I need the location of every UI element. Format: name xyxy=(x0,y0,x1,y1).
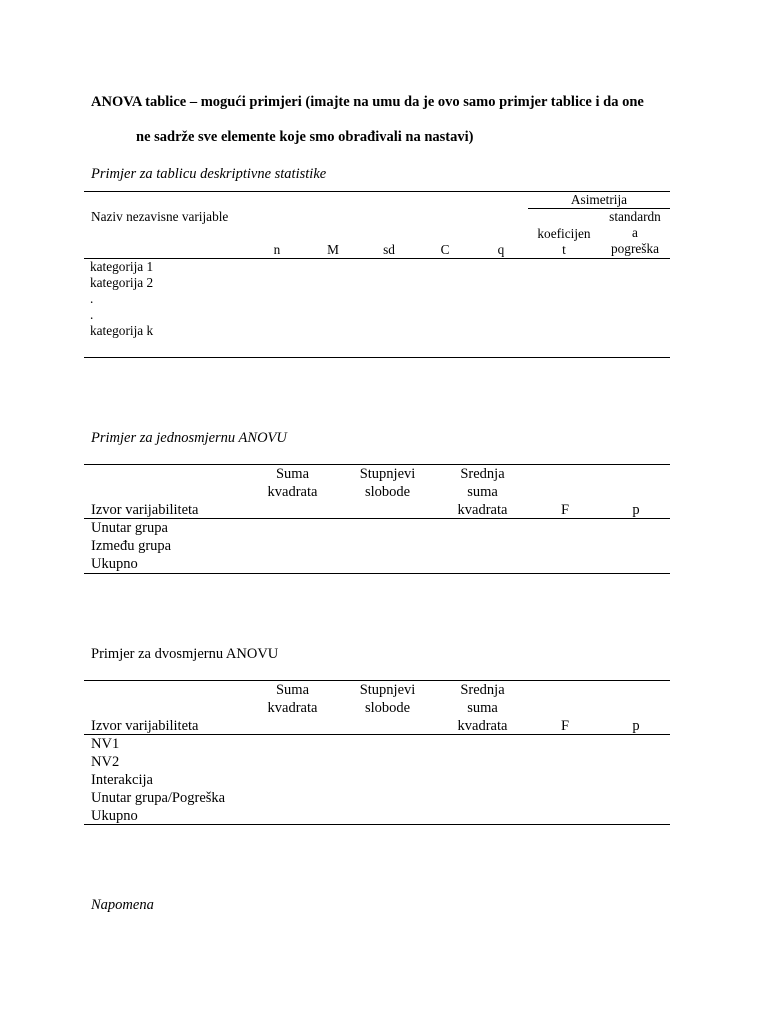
col-header-standard-error-line1: standardn xyxy=(609,209,661,224)
table-row-label: kategorija k xyxy=(90,323,154,338)
col-header-line: suma xyxy=(467,484,498,500)
col-header-degrees-of-freedom xyxy=(345,681,430,717)
col-header-line: kvadrata xyxy=(267,700,318,716)
col-header-line: kvadrata xyxy=(457,502,508,518)
col-header-sd: sd xyxy=(383,242,395,257)
table-row-label: NV1 xyxy=(91,736,120,752)
col-header-coefficient-line2: t xyxy=(562,242,566,257)
col-header-sum-of-squares xyxy=(250,681,335,717)
table-bottom-rule xyxy=(84,573,670,574)
col-header-line: slobode xyxy=(364,484,411,500)
col-header-mean-square xyxy=(440,465,525,519)
col-header-source: Izvor varijabiliteta xyxy=(91,502,199,518)
col-header-line: Srednja xyxy=(460,682,505,698)
twoway-table-caption: Primjer za dvosmjernu ANOVU xyxy=(91,646,279,662)
table-bottom-rule xyxy=(84,357,670,358)
twoway-row-labels xyxy=(91,735,225,825)
oneway-table-caption: Primjer za jednosmjernu ANOVU xyxy=(91,430,287,446)
table-row-label: . xyxy=(90,307,94,322)
col-header-line: suma xyxy=(467,700,498,716)
header-bottom-rule xyxy=(84,518,670,519)
col-header-sum-of-squares xyxy=(250,465,335,501)
col-header-line: kvadrata xyxy=(267,484,318,500)
table-row-label: Unutar grupa/Pogreška xyxy=(91,790,226,806)
col-header-line: slobode xyxy=(364,700,411,716)
col-header-coefficient-line1: koeficijen xyxy=(537,226,591,241)
col-header-standard-error-line3: pogreška xyxy=(611,241,659,256)
note-label: Napomena xyxy=(91,897,154,913)
table-row-label: . xyxy=(90,291,94,306)
oneway-row-labels xyxy=(91,519,171,573)
col-header-q: q xyxy=(497,242,505,257)
col-header-n: n xyxy=(273,242,281,257)
col-header-standard-error xyxy=(600,209,670,257)
col-header-line: Suma xyxy=(275,682,310,698)
document-title-line2: ne sadrže sve elemente koje smo obrađivali na nastavi) xyxy=(136,129,474,145)
col-header-line: Srednja xyxy=(460,466,505,482)
col-header-p: p xyxy=(632,502,640,518)
col-header-line: Suma xyxy=(275,466,310,482)
col-header-source: Izvor varijabiliteta xyxy=(91,718,199,734)
col-header-line: Stupnjevi xyxy=(359,682,416,698)
col-header-line: kvadrata xyxy=(457,718,508,734)
table-row-label: Između grupa xyxy=(91,538,172,554)
table-bottom-rule xyxy=(84,824,670,825)
table-row-label: kategorija 2 xyxy=(90,275,154,290)
col-header-line: Stupnjevi xyxy=(359,466,416,482)
col-header-f: F xyxy=(560,502,570,518)
asymmetry-group-header: Asimetrija xyxy=(570,192,628,207)
descriptive-row-labels xyxy=(90,259,153,339)
col-header-m: M xyxy=(327,242,339,257)
col-header-coefficient xyxy=(528,226,600,258)
header-bottom-rule xyxy=(84,258,670,259)
col-header-c: C xyxy=(440,242,450,257)
table-row-label: NV2 xyxy=(91,754,120,770)
table-row-label: kategorija 1 xyxy=(90,259,154,274)
descriptive-table-caption: Primjer za tablicu deskriptivne statistike xyxy=(91,166,327,182)
table-row-label: Ukupno xyxy=(91,808,138,824)
table-row-label: Interakcija xyxy=(91,772,153,788)
col-header-degrees-of-freedom xyxy=(345,465,430,501)
table-row-label: Ukupno xyxy=(91,556,138,572)
independent-variable-header: Naziv nezavisne varijable xyxy=(91,209,229,224)
col-header-p: p xyxy=(632,718,640,734)
document-title-line1: ANOVA tablice – mogući primjeri (imajte na umu da je ovo samo primjer tablice i da one xyxy=(91,94,644,110)
col-header-f: F xyxy=(560,718,570,734)
table-row-label: Unutar grupa xyxy=(91,520,168,536)
col-header-standard-error-line2: a xyxy=(632,225,638,240)
col-header-mean-square xyxy=(440,681,525,735)
